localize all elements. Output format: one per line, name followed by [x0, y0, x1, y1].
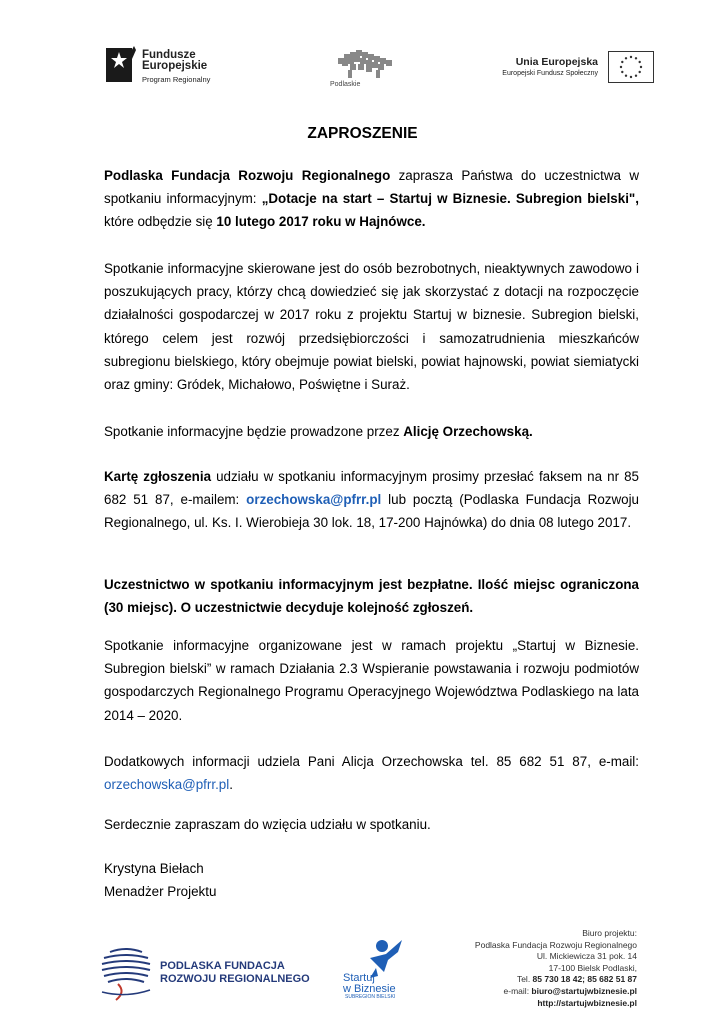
pfrr-line1: PODLASKA FUNDACJA: [160, 960, 285, 972]
p4-text2: lub pocztą (Podlaska Fundacja Rozwoju Regionalnego, ul. Ks. I. Wierobieja 30 lok. 18, 17-200 Hajnówka) do dnia 08 lutego 2017.: [104, 492, 639, 531]
biuro-org: Podlaska Fundacja Rozwoju Regionalnego: [474, 939, 637, 950]
sw-line2: w Biznesie: [343, 983, 396, 995]
fe-line1: Fundusze: [142, 49, 196, 61]
p4-text1: udziału w spotkaniu informacyjnym prosimy przesłać faksem na nr 85 682 51 87, e-mailem:: [104, 469, 639, 508]
paragraph-invitation: [104, 164, 639, 234]
biuro-tel: [440, 974, 637, 986]
fe-line3: Program Regionalny: [142, 75, 211, 84]
footer: [0, 920, 725, 1024]
signature-name: Krystyna Biełach: [104, 861, 204, 876]
header-logos: [0, 0, 725, 110]
biuro-street: Ul. Mickiewicza 31 pok. 14: [536, 951, 637, 962]
p7-text2: .: [229, 777, 233, 793]
pfrr-line2: ROZWOJU REGIONALNEGO: [160, 973, 310, 985]
biuro-www[interactable]: http://startujwbiznesie.pl: [537, 997, 637, 1008]
sw-line1: Startuj: [343, 972, 375, 984]
p2-text: Spotkanie informacyjne skierowane jest do osób bezrobotnych, nieaktywnych zawodowo i poszukujących pracy, którzy chcą dowiedzieć się jak skorzystać z dotacji na rozpoczęcie działalności gospodarczej w 2017 roku z projektu Startuj w biznesie. Subregion bielski, którego celem jest rozwój przedsiębiorczości i samozatrudnienia mieszkańców subregionu bielskiego, który obejmuje powiat bielski, powiat hajnowski, powiat siemiatycki oraz gminy: Gródek, Michałowo, Poświętne i Suraż.: [104, 261, 639, 393]
eu-flag-icon: [608, 51, 654, 83]
biuro-tel-value: 85 730 18 42; 85 682 51 87: [532, 974, 637, 985]
biuro-city: 17-100 Bielsk Podlaski,: [548, 962, 637, 973]
paragraph-free-entry: [104, 573, 639, 619]
paragraph-registration: [104, 465, 639, 535]
fundusze-europejskie-logo: [106, 44, 236, 88]
ue-text: [470, 56, 598, 77]
project-office-info: [440, 928, 637, 1009]
biuro-email-label: e-mail:: [503, 985, 532, 996]
document-title: ZAPROSZENIE: [307, 125, 418, 142]
p1-text1: zaprasza Państwa do uczestnictwa w spotkaniu informacyjnym:: [104, 168, 639, 207]
paragraph-host: [104, 420, 639, 443]
ue-line1: Unia Europejska: [515, 56, 598, 68]
podlaskie-label: Podlaskie: [330, 81, 361, 88]
fe-star-icon: [106, 44, 136, 84]
paragraph-project: [104, 634, 639, 727]
paragraph-closing: [104, 813, 639, 836]
paragraph-description: [104, 257, 639, 396]
biuro-email: [440, 986, 637, 998]
pfrr-logo-icon: [96, 934, 156, 1004]
biuro-title: Biuro projektu:: [582, 928, 637, 938]
signature-role: Menadżer Projektu: [104, 884, 217, 900]
host-name: Alicję Orzechowską.: [403, 424, 533, 439]
p7-text1: Dodatkowych informacji udziela Pani Alicja Orzechowska tel. 85 682 51 87, e-mail:: [104, 754, 639, 769]
fe-line2: Europejskie: [142, 60, 208, 72]
pfrr-name: [160, 960, 310, 986]
p3-text: Spotkanie informacyjne będzie prowadzone przez: [104, 424, 404, 439]
sw-line3: SUBREGION BIELSKI: [345, 994, 396, 1000]
p8-text: Serdecznie zapraszam do wzięcia udziału w spotkaniu.: [104, 817, 431, 832]
biuro-email-value[interactable]: biuro@startujwbiznesie.pl: [531, 985, 637, 996]
signature: [104, 857, 639, 903]
sw-name: [343, 973, 396, 995]
p5-text: Uczestnictwo w spotkaniu informacyjnym jest bezpłatne. Ilość miejsc ograniczona (30 miejsc). O uczestnictwie decyduje kolejność zgłoszeń.: [104, 577, 639, 616]
paragraph-contact: [104, 750, 639, 796]
registration-card-label: Kartę zgłoszenia: [104, 469, 212, 484]
event-date: 10 lutego 2017 roku w Hajnówce.: [216, 214, 426, 230]
email-link[interactable]: orzechowska@pfrr.pl: [104, 777, 230, 793]
ue-line2: Europejski Fundusz Społeczny: [502, 70, 598, 77]
event-name: „Dotacje na start – Startuj w Biznesie. Subregion bielski",: [261, 191, 639, 207]
email-link-bold[interactable]: orzechowska@pfrr.pl: [246, 492, 382, 508]
p1-text2: które odbędzie się: [104, 214, 217, 230]
p6-text: Spotkanie informacyjne organizowane jest w ramach projektu „Startuj w Biznesie. Subregion bielski” w ramach Działania 2.3 Wspieranie powstawania i rozwoju podmiotów gospodarczych Regionalnego Programu Operacyjnego Województwa Podlaskiego na lata 2014 – 2020.: [104, 638, 639, 723]
biuro-tel-label: Tel.: [516, 974, 533, 985]
org-name: Podlaska Fundacja Rozwoju Regionalnego: [104, 168, 391, 183]
